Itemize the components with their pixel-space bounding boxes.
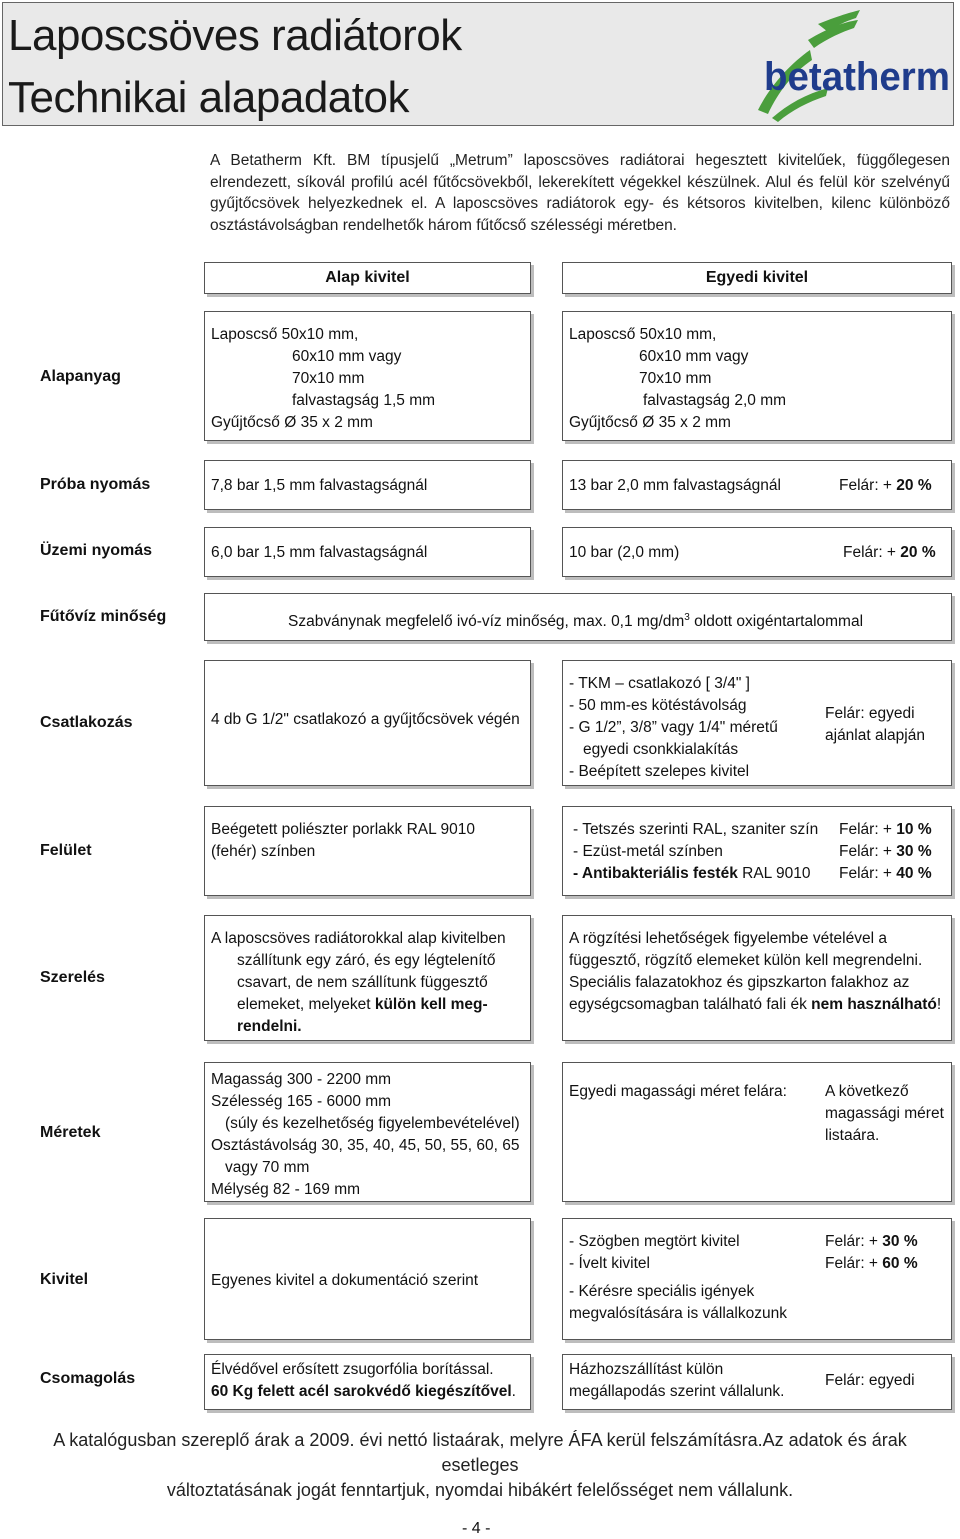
page-title-line2: Technikai alapadatok bbox=[8, 73, 409, 122]
meretek-alap-line: (súly és kezelhetőség figyelembevételével) bbox=[225, 1115, 520, 1132]
proba-egyedi-box bbox=[562, 460, 952, 510]
alapanyag-egyedi-line: Laposcső 50x10 mm, bbox=[569, 326, 717, 343]
szereles-egyedi-box bbox=[562, 915, 952, 1041]
proba-egyedi-text: 13 bar 2,0 mm falvastagságnál bbox=[569, 477, 781, 494]
meretek-felar-line: listaára. bbox=[825, 1127, 880, 1144]
csatlakozas-egyedi-line: - 50 mm-es kötéstávolság bbox=[569, 697, 747, 714]
kivitel-egyedi-line: - Ívelt kivitel bbox=[569, 1255, 650, 1272]
felulet-felar: Felár: + 40 % bbox=[839, 865, 932, 882]
proba-alap-box bbox=[204, 460, 531, 510]
csomagolas-alap-line: 60 Kg felett acél sarokvédő kiegészítővel. bbox=[211, 1383, 516, 1400]
meretek-felar-line: A következő bbox=[825, 1083, 909, 1100]
row-label-meretek: Méretek bbox=[40, 1124, 101, 1141]
footer-note bbox=[20, 1428, 940, 1503]
kivitel-egyedi-box bbox=[562, 1218, 952, 1340]
szereles-egyedi-line: Speciális falazatokhoz és gipszkarton falakhoz az bbox=[569, 974, 910, 991]
csatlakozas-felar-line: ajánlat alapján bbox=[825, 727, 925, 744]
column-head-egyedi: Egyedi kivitel bbox=[562, 262, 952, 294]
szereles-alap-line: A laposcsöves radiátorokkal alap kivitelben bbox=[211, 930, 506, 947]
row-label-proba-nyomas: Próba nyomás bbox=[40, 476, 151, 493]
row-label-futoviz-minoseg: Fűtővíz minőség bbox=[40, 608, 167, 625]
logo-text: betatherm bbox=[764, 55, 950, 99]
row-label-szereles: Szerelés bbox=[40, 969, 105, 986]
alapanyag-alap-line: Laposcső 50x10 mm, bbox=[211, 326, 359, 343]
meretek-alap-line: Mélység 82 - 169 mm bbox=[211, 1181, 361, 1198]
intro-paragraph: A Betatherm Kft. BM típusjelű „Metrum” laposcsöves radiátorai hegesztett kivitelűek, függőlegesen elrendezett, síkovál profilú acél fűtőcsövekből, lekerekített végekkel készülnek. Alul és felül kör szelvényű gyűjtőcsövek helyezkednek el. A laposcsöves radiátorok egy- és kétsoros kivitelben, kilenc különböző osztástávolságban rendelhetők három fűtőcső szélességi méretben. bbox=[210, 152, 950, 234]
felulet-egyedi-line: - Ezüst-metál színben bbox=[573, 843, 723, 860]
kivitel-egyedi-line: megvalósítására is vállalkozunk bbox=[569, 1305, 787, 1322]
row-label-felulet: Felület bbox=[40, 842, 92, 859]
meretek-alap-line: Magasság 300 - 2200 mm bbox=[211, 1071, 392, 1088]
kivitel-felar: Felár: + 60 % bbox=[825, 1255, 918, 1272]
uzemi-alap-text: 6,0 bar 1,5 mm falvastagságnál bbox=[211, 544, 428, 561]
csomagolas-egyedi-line: Házhozszállítást külön bbox=[569, 1361, 724, 1378]
csomagolas-egyedi-line: megállapodás szerint vállalunk. bbox=[569, 1383, 785, 1400]
footer-line: A katalógusban szereplő árak a 2009. évi nettó listaárak, melyre ÁFA kerül felszámításra.Az adatok és árak esetleges bbox=[53, 1430, 907, 1475]
csatlakozas-egyedi-line: - G 1/2”, 3/8” vagy 1/4" méretű bbox=[569, 719, 778, 736]
kivitel-felar: Felár: + 30 % bbox=[825, 1233, 918, 1250]
csomagolas-alap-box bbox=[204, 1354, 531, 1410]
csatlakozas-alap-box bbox=[204, 660, 531, 786]
meretek-felar-line: magassági méret bbox=[825, 1105, 944, 1122]
meretek-egyedi-text: Egyedi magassági méret felára: bbox=[569, 1083, 787, 1100]
szereles-alap-line: csavart, de nem szállítunk függesztő bbox=[237, 974, 488, 991]
betatherm-logo bbox=[748, 6, 954, 124]
row-label-alapanyag: Alapanyag bbox=[40, 368, 121, 385]
szereles-alap-box bbox=[204, 915, 531, 1041]
csatlakozas-egyedi-line: - TKM – csatlakozó [ 3/4" ] bbox=[569, 675, 750, 692]
row-label-uzemi-nyomas: Üzemi nyomás bbox=[40, 542, 153, 559]
proba-alap-text: 7,8 bar 1,5 mm falvastagságnál bbox=[211, 477, 428, 494]
footer-line: változtatásának jogát fenntartjuk, nyomdai hibákért felelősséget nem vállalunk. bbox=[166, 1480, 794, 1500]
felulet-egyedi-line: - Tetszés szerinti RAL, szaniter szín bbox=[573, 821, 819, 838]
felulet-egyedi-box bbox=[562, 806, 952, 896]
szereles-alap-line: szállítunk egy záró, és egy légtelenítő bbox=[237, 952, 496, 969]
row-label-csomagolas: Csomagolás bbox=[40, 1370, 136, 1387]
alapanyag-alap-line: 70x10 mm bbox=[292, 370, 365, 387]
csomagolas-felar: Felár: egyedi bbox=[825, 1372, 915, 1389]
futoviz-box bbox=[204, 593, 952, 641]
futoviz-text: Szabványnak megfelelő ivó-víz minőség, max. 0,1 $mg/dm^3$ oldott oxigéntartalommal bbox=[288, 612, 864, 631]
page-number: - 4 - bbox=[462, 1520, 491, 1537]
csatlakozas-felar-line: Felár: egyedi bbox=[825, 705, 915, 722]
kivitel-alap-text: Egyenes kivitel a dokumentáció szerint bbox=[211, 1272, 479, 1289]
alapanyag-egyedi-line: falvastagság 2,0 mm bbox=[643, 392, 787, 409]
column-head-alap: Alap kivitel bbox=[204, 262, 531, 294]
alapanyag-egyedi-box bbox=[562, 311, 952, 441]
row-label-csatlakozas: Csatlakozás bbox=[40, 714, 133, 731]
szereles-egyedi-line: függesztő, rögzítő elemeket külön kell megrendelni. bbox=[569, 952, 923, 969]
szereles-egyedi-line: A rögzítési lehetőségek figyelembe vételével a bbox=[569, 930, 887, 947]
alapanyag-alap-line: falvastagság 1,5 mm bbox=[292, 392, 436, 409]
kivitel-egyedi-line: - Kérésre speciális igények bbox=[569, 1283, 755, 1300]
alapanyag-egyedi-line: 60x10 mm vagy bbox=[639, 348, 749, 365]
uzemi-egyedi-box bbox=[562, 527, 952, 577]
meretek-egyedi-box bbox=[562, 1062, 952, 1202]
kivitel-alap-box bbox=[204, 1218, 531, 1340]
szereles-egyedi-line: egységcsomagban található fali ék nem használható! bbox=[569, 996, 942, 1013]
csatlakozas-egyedi-line: - Beépített szelepes kivitel bbox=[569, 763, 750, 780]
csatlakozas-egyedi-box bbox=[562, 660, 952, 786]
felulet-felar: Felár: + 10 % bbox=[839, 821, 932, 838]
szereles-alap-line: elemeket, melyeket külön kell meg- bbox=[237, 996, 488, 1013]
alapanyag-alap-line: Gyűjtőcső Ø 35 x 2 mm bbox=[211, 414, 373, 431]
meretek-alap-line: Szélesség 165 - 6000 mm bbox=[211, 1093, 392, 1110]
uzemi-alap-box bbox=[204, 527, 531, 577]
felulet-alap-line: (fehér) színben bbox=[211, 843, 316, 860]
meretek-alap-line: vagy 70 mm bbox=[225, 1159, 310, 1176]
meretek-alap-box bbox=[204, 1062, 531, 1202]
felulet-felar: Felár: + 30 % bbox=[839, 843, 932, 860]
felulet-egyedi-line: - Antibakteriális festék RAL 9010 bbox=[573, 865, 811, 882]
csomagolas-egyedi-box bbox=[562, 1354, 952, 1410]
csatlakozas-alap-text: 4 db G 1/2" csatlakozó a gyűjtőcsövek végén bbox=[211, 711, 520, 728]
proba-felar: Felár: + 20 % bbox=[839, 477, 932, 494]
alapanyag-egyedi-line: Gyűjtőcső Ø 35 x 2 mm bbox=[569, 414, 731, 431]
uzemi-felar: Felár: + 20 % bbox=[843, 544, 936, 561]
felulet-alap-box bbox=[204, 806, 531, 896]
page-title-line1: Laposcsöves radiátorok bbox=[8, 11, 462, 60]
kivitel-egyedi-line: - Szögben megtört kivitel bbox=[569, 1233, 740, 1250]
felulet-alap-line: Beégetett poliészter porlakk RAL 9010 bbox=[211, 821, 475, 838]
row-label-kivitel: Kivitel bbox=[40, 1271, 89, 1288]
alapanyag-alap-line: 60x10 mm vagy bbox=[292, 348, 402, 365]
szereles-alap-line: rendelni. bbox=[237, 1018, 302, 1035]
csomagolas-alap-line: Élvédővel erősített zsugorfólia borítással. bbox=[211, 1361, 494, 1378]
alapanyag-alap-box bbox=[204, 311, 531, 441]
meretek-alap-line: Osztástávolság 30, 35, 40, 45, 50, 55, 60, 65 bbox=[211, 1137, 520, 1154]
alapanyag-egyedi-line: 70x10 mm bbox=[639, 370, 712, 387]
csatlakozas-egyedi-line: egyedi csonkkialakítás bbox=[583, 741, 739, 758]
uzemi-egyedi-text: 10 bar (2,0 mm) bbox=[569, 544, 680, 561]
